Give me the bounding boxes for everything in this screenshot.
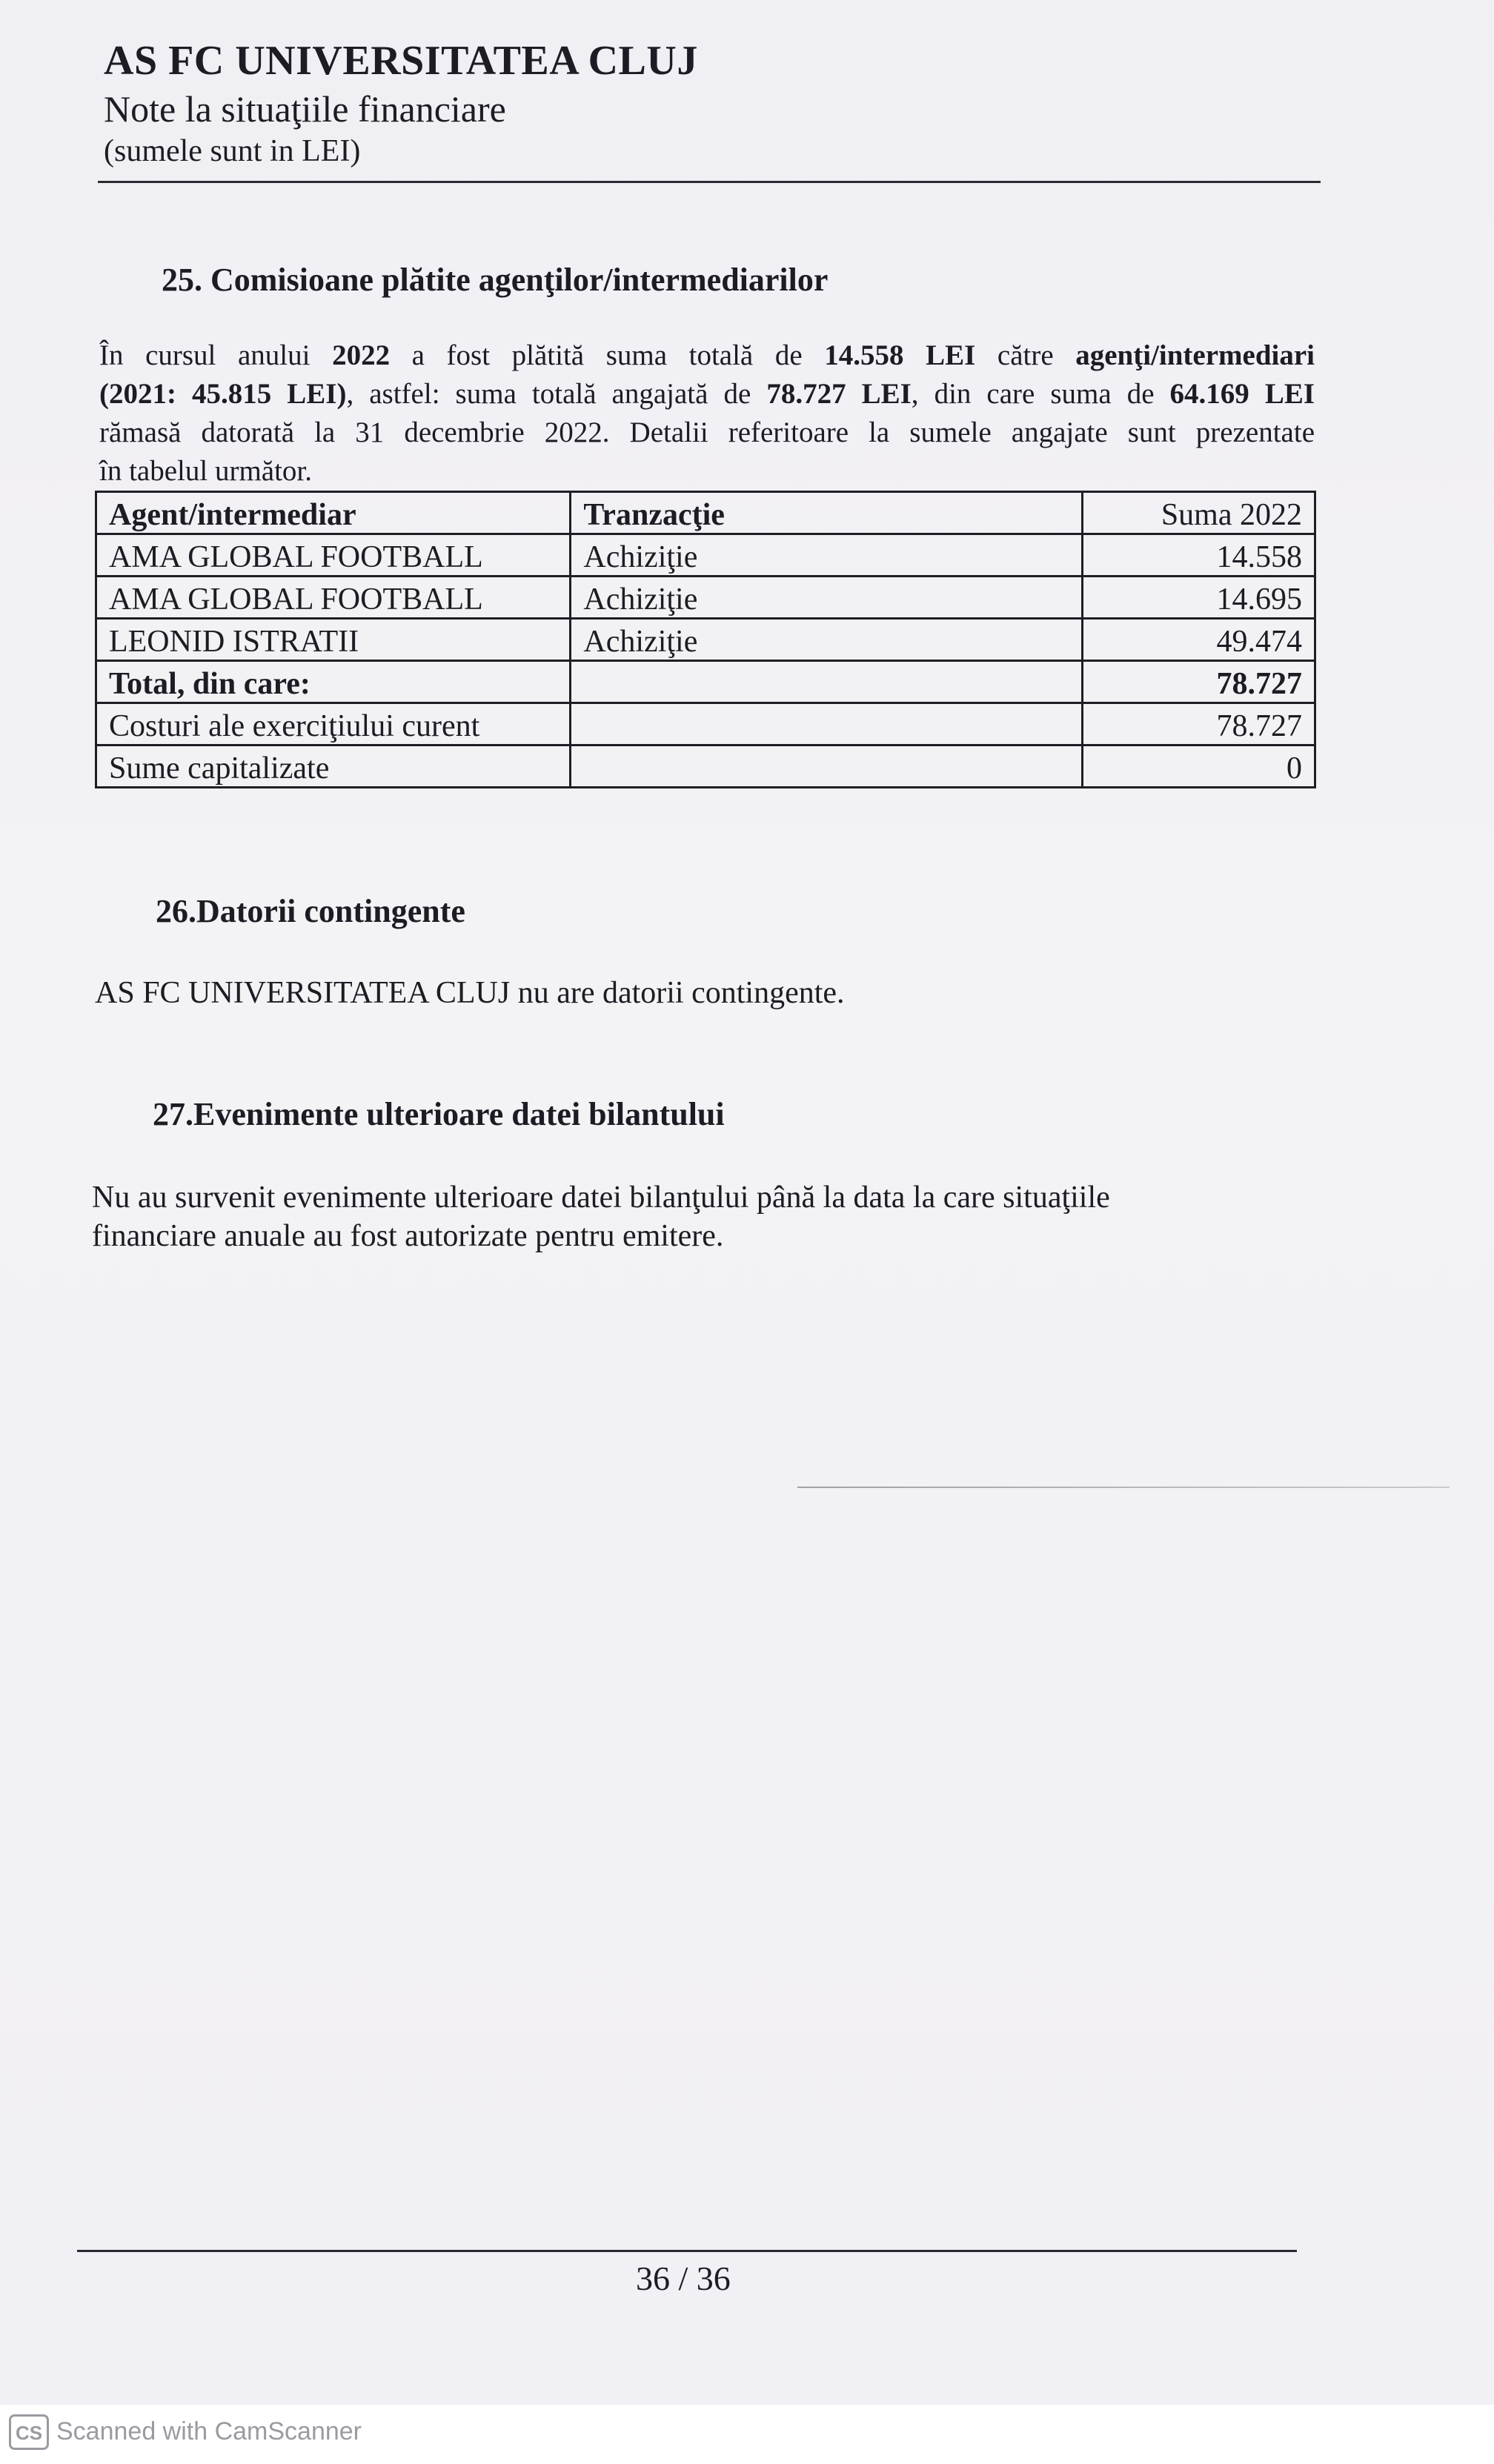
cell-agent: LEONID ISTRATII <box>96 619 571 661</box>
section-26-heading: 26.Datorii contingente <box>156 893 465 929</box>
table-row <box>96 745 1315 788</box>
section-27-text <box>92 1178 1110 1255</box>
table-row <box>96 577 1315 619</box>
scanner-watermark-text: Scanned with CamScanner <box>56 2417 362 2445</box>
cell-amount: 78.727 <box>1083 703 1315 745</box>
cell-amount: 0 <box>1083 745 1315 788</box>
paragraph-line-2: (2021: 45.815 LEI), astfel: suma totală angajată de 78.727 LEI, din care suma de 64.169 LEI <box>99 378 1315 410</box>
cell-agent: AMA GLOBAL FOOTBALL <box>96 534 571 577</box>
section-27-line-1: Nu au survenit evenimente ulterioare datei bilanţului până la data la care situaţiile <box>92 1180 1110 1215</box>
company-name: AS FC UNIVERSITATEA CLUJ <box>104 38 698 84</box>
table-row <box>96 619 1315 661</box>
footer-divider <box>77 2250 1297 2252</box>
table-row <box>96 703 1315 745</box>
camscanner-logo-icon <box>9 2414 49 2450</box>
paragraph-line-1: În cursul anului 2022 a fost plătită suma totală de 14.558 LEI către agenţi/intermediari <box>99 339 1315 371</box>
table-header-row <box>96 492 1315 534</box>
table-row <box>96 534 1315 577</box>
page-number: 36 / 36 <box>636 2259 731 2297</box>
svg-text:CS: CS <box>15 2422 43 2444</box>
cell-transaction <box>571 745 1083 788</box>
header-divider <box>98 181 1321 183</box>
cell-agent: Sume capitalizate <box>96 745 571 788</box>
cell-transaction: Achiziţie <box>571 534 1083 577</box>
section-26-text: AS FC UNIVERSITATEA CLUJ nu are datorii contingente. <box>95 976 845 1010</box>
column-header-transaction: Tranzacţie <box>571 492 1083 534</box>
cell-amount: 49.474 <box>1083 619 1315 661</box>
cell-amount: 14.695 <box>1083 577 1315 619</box>
section-27-heading: 27.Evenimente ulterioare datei bilantului <box>153 1096 725 1132</box>
cell-agent: Costuri ale exerciţiului curent <box>96 703 571 745</box>
paragraph-line-4: în tabelul următor. <box>99 455 313 487</box>
column-header-amount: Suma 2022 <box>1083 492 1315 534</box>
section-27-line-2: financiare anuale au fost autorizate pentru emitere. <box>92 1219 724 1253</box>
section-25-paragraph <box>99 336 1315 491</box>
cell-transaction <box>571 661 1083 703</box>
cell-transaction: Achiziţie <box>571 577 1083 619</box>
column-header-agent: Agent/intermediar <box>96 492 571 534</box>
cell-amount: 14.558 <box>1083 534 1315 577</box>
cell-agent: Total, din care: <box>96 661 571 703</box>
section-25-heading: 25. Comisioane plătite agenţilor/intermediarilor <box>162 262 829 298</box>
paragraph-line-3: rămasă datorată la 31 decembrie 2022. Detalii referitoare la sumele angajate sunt prezentate <box>99 416 1315 448</box>
faint-divider <box>797 1487 1450 1488</box>
cell-amount: 78.727 <box>1083 661 1315 703</box>
currency-note: (sumele sunt in LEI) <box>104 134 361 168</box>
cell-transaction: Achiziţie <box>571 619 1083 661</box>
cell-transaction <box>571 703 1083 745</box>
cell-agent: AMA GLOBAL FOOTBALL <box>96 577 571 619</box>
agent-commissions-table <box>95 491 1316 788</box>
document-subtitle: Note la situaţiile financiare <box>104 88 506 130</box>
table-total-row <box>96 661 1315 703</box>
